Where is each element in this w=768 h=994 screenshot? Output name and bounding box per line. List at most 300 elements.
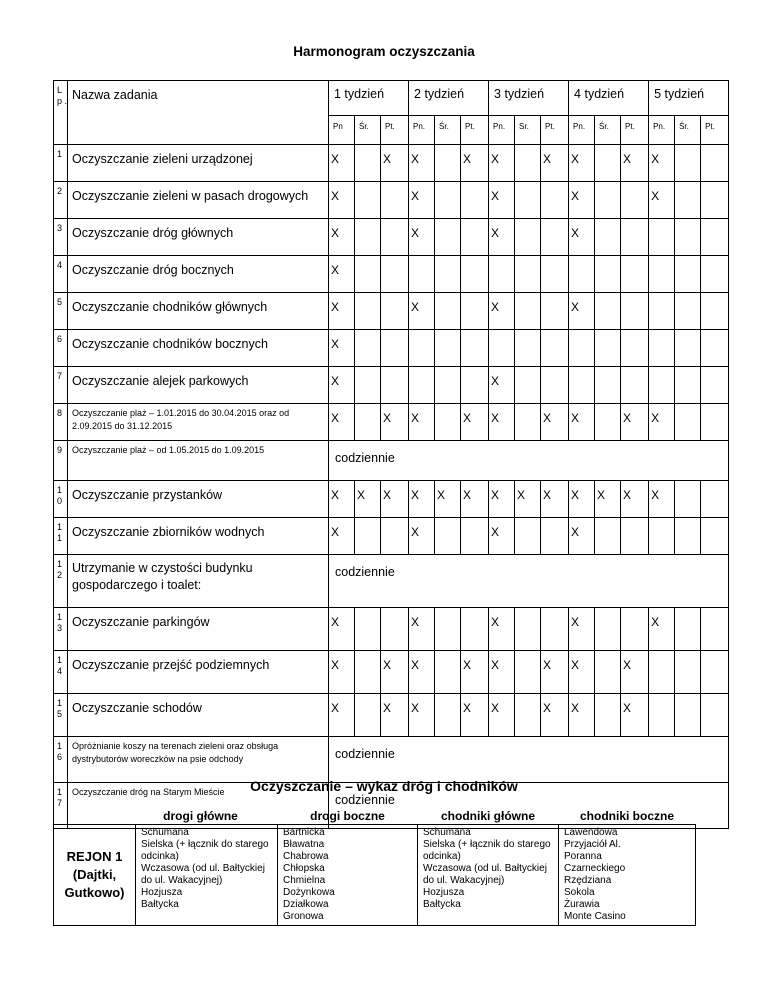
schedule-cell (515, 367, 541, 404)
schedule-cell (381, 293, 409, 330)
schedule-cell: X (515, 481, 541, 518)
schedule-cell (595, 518, 621, 555)
schedule-cell (381, 518, 409, 555)
schedule-cell (621, 330, 649, 367)
task-name: Utrzymanie w czystości budynku gospodarczego i toalet: (68, 555, 329, 608)
street-list (136, 825, 278, 926)
street-name: Bałtycka (141, 899, 179, 910)
schedule-cell (435, 694, 461, 737)
street-name: Żurawia (564, 899, 600, 910)
street-name: Bławatna (283, 839, 325, 850)
schedule-cell (701, 694, 729, 737)
schedule-cell: X (409, 481, 435, 518)
week-header: 2 tydzień (409, 81, 489, 116)
schedule-cell: X (329, 293, 355, 330)
schedule-cell: X (329, 404, 355, 441)
schedule-cell (461, 182, 489, 219)
week-header: 3 tydzień (489, 81, 569, 116)
task-name: Oczyszczanie alejek parkowych (68, 367, 329, 404)
schedule-cell: X (461, 145, 489, 182)
street-list (418, 825, 559, 926)
street-name: Bałtycka (423, 899, 461, 910)
schedule-cell (409, 367, 435, 404)
schedule-cell (541, 256, 569, 293)
schedule-cell (541, 330, 569, 367)
row-number: 3 (54, 219, 68, 256)
table-row (54, 481, 729, 518)
schedule-cell: X (489, 293, 515, 330)
schedule-cell (355, 608, 381, 651)
roads-table (53, 808, 696, 926)
schedule-cell (649, 367, 675, 404)
street-name: Sielska (+ łącznik do starego odcinka) (141, 839, 269, 862)
schedule-cell: X (541, 694, 569, 737)
task-name: Oczyszczanie dróg na Starym Mieście (68, 783, 329, 829)
schedule-cell: X (409, 694, 435, 737)
day-header: Pt. (541, 116, 569, 145)
schedule-cell (701, 330, 729, 367)
schedule-cell: X (461, 481, 489, 518)
schedule-cell (701, 608, 729, 651)
schedule-cell (515, 608, 541, 651)
schedule-cell: X (329, 330, 355, 367)
schedule-cell (541, 293, 569, 330)
header-row-weeks (54, 81, 729, 116)
task-name: Oczyszczanie dróg głównych (68, 219, 329, 256)
task-name: Oczyszczanie schodów (68, 694, 329, 737)
schedule-cell (515, 518, 541, 555)
schedule-cell (461, 518, 489, 555)
row-number: 1 7 (54, 783, 68, 829)
schedule-cell: X (569, 694, 595, 737)
task-name: Opróżnianie koszy na terenach zieleni oraz obsługa dystrybutorów woreczków na psie odchody (68, 737, 329, 783)
schedule-cell (675, 293, 701, 330)
day-header: Śr. (435, 116, 461, 145)
schedule-cell: X (649, 608, 675, 651)
schedule-cell (675, 367, 701, 404)
street-name: Schumana (423, 827, 471, 838)
street-name: Bartnicka (283, 827, 325, 838)
schedule-cell (541, 518, 569, 555)
day-header: Pt. (381, 116, 409, 145)
schedule-cell (461, 330, 489, 367)
schedule-cell: X (569, 608, 595, 651)
schedule-cell: X (489, 694, 515, 737)
schedule-cell (595, 330, 621, 367)
row-number: 1 1 (54, 518, 68, 555)
schedule-cell: X (381, 694, 409, 737)
region-label: REJON 1 (Dajtki, Gutkowo) (54, 825, 136, 926)
schedule-cell: X (329, 219, 355, 256)
schedule-cell (595, 367, 621, 404)
schedule-cell: X (489, 518, 515, 555)
schedule-cell: X (621, 404, 649, 441)
schedule-title: Harmonogram oczyszczania (293, 44, 475, 59)
schedule-cell (461, 367, 489, 404)
day-header: Pn. (409, 116, 435, 145)
street-name: Przyjaciół Al. (564, 839, 621, 850)
schedule-cell (435, 651, 461, 694)
schedule-cell (435, 518, 461, 555)
schedule-cell (381, 219, 409, 256)
street-name: Rzędziana (564, 875, 612, 886)
schedule-cell: X (569, 518, 595, 555)
roads-header-row (54, 808, 696, 825)
schedule-cell: X (329, 608, 355, 651)
street-name: Lawendowa (564, 827, 618, 838)
schedule-cell: X (409, 182, 435, 219)
schedule-cell: X (541, 481, 569, 518)
schedule-cell (701, 651, 729, 694)
schedule-cell (701, 145, 729, 182)
schedule-cell: X (409, 608, 435, 651)
schedule-cell (355, 219, 381, 256)
task-name: Oczyszczanie dróg bocznych (68, 256, 329, 293)
roads-header: drogi boczne (278, 808, 418, 825)
table-row (54, 608, 729, 651)
schedule-cell: X (541, 651, 569, 694)
schedule-cell: X (649, 182, 675, 219)
task-name: Oczyszczanie plaż – 1.01.2015 do 30.04.2015 oraz od 2.09.2015 do 31.12.2015 (68, 404, 329, 441)
schedule-cell: X (329, 694, 355, 737)
schedule-cell: X (649, 481, 675, 518)
street-name: Poranna (564, 851, 602, 862)
schedule-cell: X (409, 651, 435, 694)
schedule-cell (355, 367, 381, 404)
schedule-cell (595, 404, 621, 441)
schedule-cell: X (329, 256, 355, 293)
schedule-cell (435, 182, 461, 219)
schedule-cell (675, 518, 701, 555)
table-row (54, 219, 729, 256)
schedule-cell (515, 145, 541, 182)
schedule-cell: X (329, 367, 355, 404)
schedule-cell (701, 219, 729, 256)
day-header: Pn. (569, 116, 595, 145)
schedule-cell: X (489, 182, 515, 219)
day-header: Pt. (461, 116, 489, 145)
schedule-cell (515, 256, 541, 293)
schedule-cell (515, 651, 541, 694)
street-name: Wczasowa (od ul. Bałtyckiej do ul. Wakacyjnej) (141, 863, 265, 886)
schedule-cell (675, 219, 701, 256)
schedule-cell: X (569, 293, 595, 330)
schedule-cell (435, 608, 461, 651)
row-number: 9 (54, 441, 68, 481)
schedule-cell (701, 182, 729, 219)
table-row (54, 518, 729, 555)
schedule-cell (515, 219, 541, 256)
task-name: Oczyszczanie zieleni w pasach drogowych (68, 182, 329, 219)
schedule-cell (649, 293, 675, 330)
week-header: 4 tydzień (569, 81, 649, 116)
roads-title: Oczyszczanie – wykaz dróg i chodników (250, 778, 518, 794)
schedule-cell (701, 481, 729, 518)
schedule-cell (569, 367, 595, 404)
day-header: Śr. (595, 116, 621, 145)
street-name: Chabrowa (283, 851, 329, 862)
schedule-cell (541, 219, 569, 256)
schedule-cell (569, 330, 595, 367)
schedule-cell (409, 330, 435, 367)
schedule-cell: X (541, 404, 569, 441)
street-name: Czarneckiego (564, 863, 626, 874)
schedule-cell (621, 256, 649, 293)
schedule-cell (701, 293, 729, 330)
schedule-cell: X (569, 404, 595, 441)
daily-span (435, 555, 729, 608)
schedule-cell (541, 367, 569, 404)
row-number: 1 (54, 145, 68, 182)
schedule-cell (675, 404, 701, 441)
schedule-cell (435, 219, 461, 256)
schedule-cell (595, 182, 621, 219)
schedule-cell (675, 145, 701, 182)
schedule-cell (701, 367, 729, 404)
schedule-cell (461, 608, 489, 651)
table-row (54, 330, 729, 367)
schedule-cell: X (489, 367, 515, 404)
row-number: 8 (54, 404, 68, 441)
schedule-cell (435, 367, 461, 404)
schedule-cell (381, 256, 409, 293)
street-name: Działkowa (283, 899, 329, 910)
schedule-cell: X (649, 404, 675, 441)
row-number: 5 (54, 293, 68, 330)
schedule-cell (515, 694, 541, 737)
schedule-cell (621, 367, 649, 404)
schedule-cell (595, 256, 621, 293)
schedule-cell (461, 256, 489, 293)
day-header: Pn. (489, 116, 515, 145)
schedule-cell: X (329, 481, 355, 518)
row-number: 4 (54, 256, 68, 293)
roads-header: chodniki boczne (559, 808, 696, 825)
schedule-cell (675, 330, 701, 367)
street-name: Hozjusza (423, 887, 465, 898)
row-number: 2 (54, 182, 68, 219)
schedule-cell: X (409, 518, 435, 555)
schedule-cell: X (435, 481, 461, 518)
row-number: 1 6 (54, 737, 68, 783)
schedule-cell (595, 651, 621, 694)
schedule-cell (355, 694, 381, 737)
schedule-cell (435, 145, 461, 182)
schedule-cell (675, 694, 701, 737)
day-header: Pt. (621, 116, 649, 145)
schedule-cell (701, 256, 729, 293)
row-number: 1 3 (54, 608, 68, 651)
schedule-cell (515, 182, 541, 219)
schedule-cell (649, 694, 675, 737)
schedule-cell: X (569, 219, 595, 256)
schedule-cell (381, 182, 409, 219)
schedule-cell: X (621, 694, 649, 737)
daily-label: codziennie (329, 737, 435, 783)
schedule-cell (701, 518, 729, 555)
schedule-cell: X (595, 481, 621, 518)
spacer-cell (266, 808, 278, 825)
schedule-cell (595, 608, 621, 651)
schedule-cell: X (541, 145, 569, 182)
schedule-cell: X (489, 404, 515, 441)
street-list (559, 825, 696, 926)
schedule-cell (621, 608, 649, 651)
table-row (54, 256, 729, 293)
schedule-cell (569, 256, 595, 293)
schedule-cell: X (329, 518, 355, 555)
schedule-cell (435, 293, 461, 330)
roads-header: chodniki główne (418, 808, 559, 825)
schedule-cell (621, 518, 649, 555)
schedule-cell (355, 293, 381, 330)
schedule-cell: X (569, 145, 595, 182)
street-name: Sokola (564, 887, 595, 898)
street-name: Wczasowa (od ul. Bałtyckiej do ul. Wakacyjnej) (423, 863, 547, 886)
schedule-cell (675, 256, 701, 293)
schedule-cell: X (355, 481, 381, 518)
schedule-cell (435, 404, 461, 441)
schedule-cell (675, 651, 701, 694)
row-number: 6 (54, 330, 68, 367)
schedule-cell (675, 608, 701, 651)
schedule-cell: X (409, 404, 435, 441)
day-header: Pn. (649, 116, 675, 145)
task-name: Oczyszczanie zbiorników wodnych (68, 518, 329, 555)
schedule-cell (595, 145, 621, 182)
schedule-cell (461, 293, 489, 330)
day-header: Pn (329, 116, 355, 145)
table-row (54, 182, 729, 219)
schedule-cell: X (461, 694, 489, 737)
day-header: Śr. (675, 116, 701, 145)
schedule-cell: X (409, 145, 435, 182)
schedule-cell: X (381, 145, 409, 182)
schedule-cell (515, 293, 541, 330)
daily-label: codziennie (329, 783, 435, 829)
schedule-cell (701, 404, 729, 441)
row-number: 1 0 (54, 481, 68, 518)
region-row (54, 825, 696, 926)
task-name: Oczyszczanie chodników głównych (68, 293, 329, 330)
schedule-cell (649, 518, 675, 555)
schedule-cell (461, 219, 489, 256)
schedule-cell (541, 608, 569, 651)
schedule-cell (515, 404, 541, 441)
task-name: Oczyszczanie przystanków (68, 481, 329, 518)
table-row (54, 555, 729, 608)
schedule-cell: X (329, 651, 355, 694)
schedule-cell (355, 330, 381, 367)
schedule-cell: X (621, 651, 649, 694)
street-list (278, 825, 418, 926)
schedule-cell (355, 145, 381, 182)
schedule-cell: X (329, 145, 355, 182)
table-row (54, 367, 729, 404)
roads-header: drogi główne (136, 808, 266, 825)
schedule-cell (489, 256, 515, 293)
schedule-cell (381, 330, 409, 367)
week-header: 5 tydzień (649, 81, 729, 116)
schedule-cell (355, 518, 381, 555)
schedule-cell: X (461, 651, 489, 694)
schedule-cell (515, 330, 541, 367)
lp-header: L p . (54, 81, 68, 145)
schedule-cell: X (569, 651, 595, 694)
schedule-cell (355, 404, 381, 441)
schedule-cell (595, 219, 621, 256)
day-header: Śr. (355, 116, 381, 145)
schedule-cell (649, 330, 675, 367)
schedule-cell: X (621, 145, 649, 182)
schedule-cell (649, 256, 675, 293)
street-name: Dożynkowa (283, 887, 335, 898)
table-row (54, 293, 729, 330)
daily-span (435, 737, 729, 783)
street-name: Monte Casino (564, 911, 626, 922)
task-name: Oczyszczanie chodników bocznych (68, 330, 329, 367)
daily-span (435, 441, 729, 481)
schedule-cell: X (489, 145, 515, 182)
schedule-cell (649, 651, 675, 694)
street-name: Sielska (+ łącznik do starego odcinka) (423, 839, 551, 862)
schedule-cell: X (381, 481, 409, 518)
schedule-cell (541, 182, 569, 219)
week-header: 1 tydzień (329, 81, 409, 116)
task-name: Oczyszczanie przejść podziemnych (68, 651, 329, 694)
schedule-cell: X (409, 293, 435, 330)
schedule-cell: X (649, 145, 675, 182)
schedule-cell (675, 182, 701, 219)
schedule-cell: X (489, 219, 515, 256)
table-row (54, 651, 729, 694)
schedule-cell: X (569, 182, 595, 219)
schedule-cell: X (409, 219, 435, 256)
street-name: Chmielna (283, 875, 326, 886)
schedule-cell: X (569, 481, 595, 518)
schedule-cell (381, 367, 409, 404)
schedule-cell (621, 219, 649, 256)
schedule-cell: X (381, 404, 409, 441)
schedule-cell (435, 256, 461, 293)
schedule-cell: X (381, 651, 409, 694)
schedule-cell: X (489, 608, 515, 651)
schedule-cell: X (489, 481, 515, 518)
schedule-cell (621, 293, 649, 330)
schedule-cell (355, 651, 381, 694)
schedule-cell: X (461, 404, 489, 441)
schedule-cell (489, 330, 515, 367)
row-number: 7 (54, 367, 68, 404)
street-name: Schumana (141, 827, 189, 838)
task-name: Oczyszczanie parkingów (68, 608, 329, 651)
street-name: Gronowa (283, 911, 324, 922)
schedule-cell: X (621, 481, 649, 518)
corner-cell (54, 808, 136, 825)
table-row (54, 145, 729, 182)
schedule-cell (355, 182, 381, 219)
schedule-cell (649, 219, 675, 256)
table-row (54, 441, 729, 481)
task-name: Oczyszczanie plaż – od 1.05.2015 do 1.09.2015 (68, 441, 329, 481)
schedule-cell (595, 293, 621, 330)
schedule-cell (381, 608, 409, 651)
schedule-cell (409, 256, 435, 293)
schedule-cell (621, 182, 649, 219)
schedule-cell (435, 330, 461, 367)
schedule-cell: X (489, 651, 515, 694)
row-number: 1 2 (54, 555, 68, 608)
